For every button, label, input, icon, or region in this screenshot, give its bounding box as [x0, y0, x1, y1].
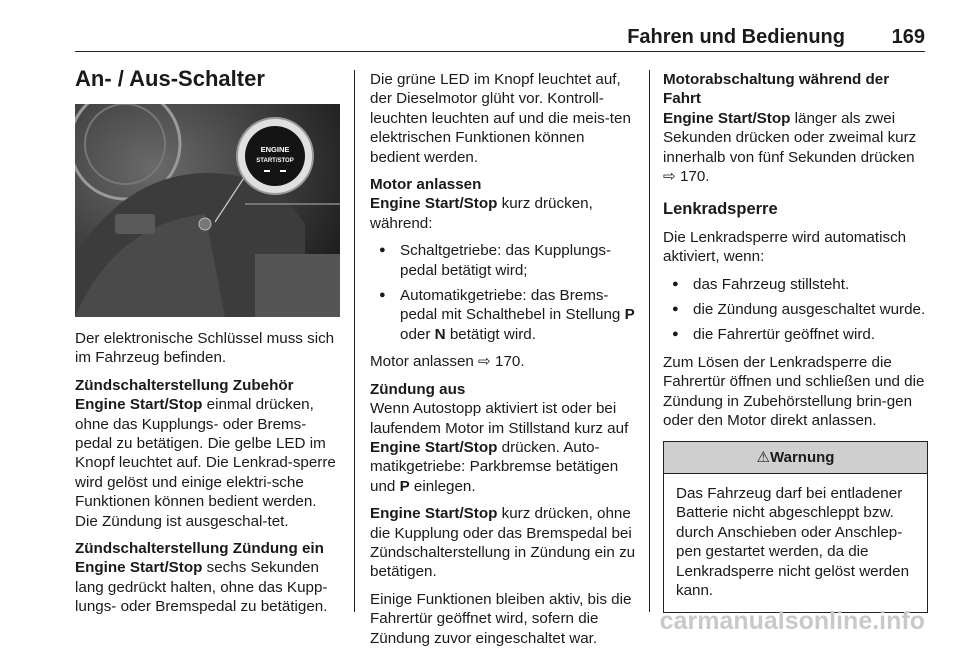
watermark: carmanualsonline.info — [659, 607, 925, 635]
section-title: An- / Aus-Schalter — [75, 66, 265, 91]
paragraph: Einige Funktionen bleiben aktiv, bis die Fahrertür geöffnet wird, sofern die Zündung zuvor eingeschaltet war. — [370, 590, 632, 647]
subheading: Zündschalterstellung Zubehör — [75, 376, 294, 394]
paragraph: Wenn Autostopp aktiviert ist oder bei laufendem Motor im Stillstand kurz auf Engine Start/Stop drücken. Auto-matikgetriebe: Parkbremse betätigen und P einlegen. — [370, 400, 629, 495]
list-item: ● Automatikgetriebe: das Brems-pedal mit Schalthebel in Stellung P oder N betätigt wird. — [370, 286, 638, 344]
cross-reference: Motor anlassen ⇨ 170. — [370, 353, 525, 371]
button-name: Engine Start/Stop — [663, 109, 791, 127]
warning-triangle-icon: ⚠ — [756, 448, 770, 466]
chapter-title: Fahren und Bedienung — [627, 26, 845, 48]
header-rule — [75, 51, 925, 52]
button-name: Engine Start/Stop — [75, 559, 203, 577]
column-2 — [370, 70, 638, 656]
page-header — [75, 18, 925, 50]
list-item: ● die Zündung ausgeschaltet wurde. — [663, 300, 928, 319]
column-3 — [663, 70, 928, 613]
paragraph: Engine Start/Stop einmal drücken, ohne das Kupplungs- oder Brems-pedal zu betätigen. Die gelbe LED im Knopf leuchtet auf. Die Lenkrad-sperre wird gelöst und einige elektri-sche Funktionen können bedient werden. Die Zündung ist ausgeschal-tet. — [75, 396, 336, 530]
list-item: ● Schaltgetriebe: das Kupplungs-pedal betätigt wird; — [370, 241, 638, 280]
subheading: Zündung aus — [370, 380, 466, 398]
page-number: 169 — [891, 26, 925, 48]
warning-header — [664, 442, 927, 474]
dashboard-illustration — [75, 104, 340, 317]
paragraph: Die grüne LED im Knopf leuchtet auf, der Dieselmotor glüht vor. Kontroll-leuchten leuchten auf und die meis-ten elektrischen Funktionen können bedient werden. — [370, 71, 631, 166]
button-name: Engine Start/Stop — [75, 396, 203, 414]
warning-text: Das Fahrzeug darf bei entladener Batterie nicht abgeschleppt bzw. durch Anschieben oder Anschlep-pen gestartet werden, da die Lenkradsperre nicht gelöst werden kann. — [676, 484, 910, 599]
button-name: Engine Start/Stop — [370, 505, 498, 523]
paragraph: Zum Lösen der Lenkradsperre die Fahrertür öffnen und schließen und die Zündung in Zubehörstellung brin-gen oder den Motor direkt anlassen. — [663, 353, 925, 430]
column-divider — [354, 70, 355, 612]
paragraph: Engine Start/Stop kurz drücken, ohne die Kupplung oder das Bremspedal bei Zündschalterstellung in Zündung ein zu betätigen. — [370, 505, 636, 581]
warning-box — [663, 441, 928, 614]
subheading: Motorabschaltung während der Fahrt — [663, 71, 890, 108]
subheading: Motor anlassen — [370, 176, 482, 194]
button-name: Engine Start/Stop — [370, 195, 498, 213]
paragraph: Engine Start/Stop sechs Sekunden lang gedrückt halten, ohne das Kupp-lungs- oder Bremspedal zu betätigen. — [75, 559, 328, 616]
warning-title: Warnung — [770, 448, 835, 466]
start-stop-label: START/STOP — [256, 158, 294, 164]
dashboard-photo — [75, 104, 340, 317]
engine-label: ENGINE — [260, 145, 290, 154]
paragraph: Die Lenkradsperre wird automatisch aktiviert, wenn: — [663, 228, 907, 266]
paragraph: Der elektronische Schlüssel muss sich im Fahrzeug befinden. — [75, 330, 335, 367]
paragraph: Engine Start/Stop länger als zwei Sekunden drücken oder zweimal kurz innerhalb von fünf Sekunden drücken ⇨ 170. — [663, 109, 917, 186]
list-item: ● das Fahrzeug stillsteht. — [663, 275, 928, 294]
paragraph: Engine Start/Stop kurz drücken, während: — [370, 195, 593, 232]
section-heading: Lenkradsperre — [663, 200, 778, 219]
bullet-list — [370, 241, 638, 344]
subheading: Zündschalterstellung Zündung ein — [75, 540, 324, 558]
column-1 — [75, 66, 343, 625]
bullet-list — [663, 275, 928, 345]
column-divider — [649, 70, 650, 612]
list-item: ● die Fahrertür geöffnet wird. — [663, 325, 928, 344]
